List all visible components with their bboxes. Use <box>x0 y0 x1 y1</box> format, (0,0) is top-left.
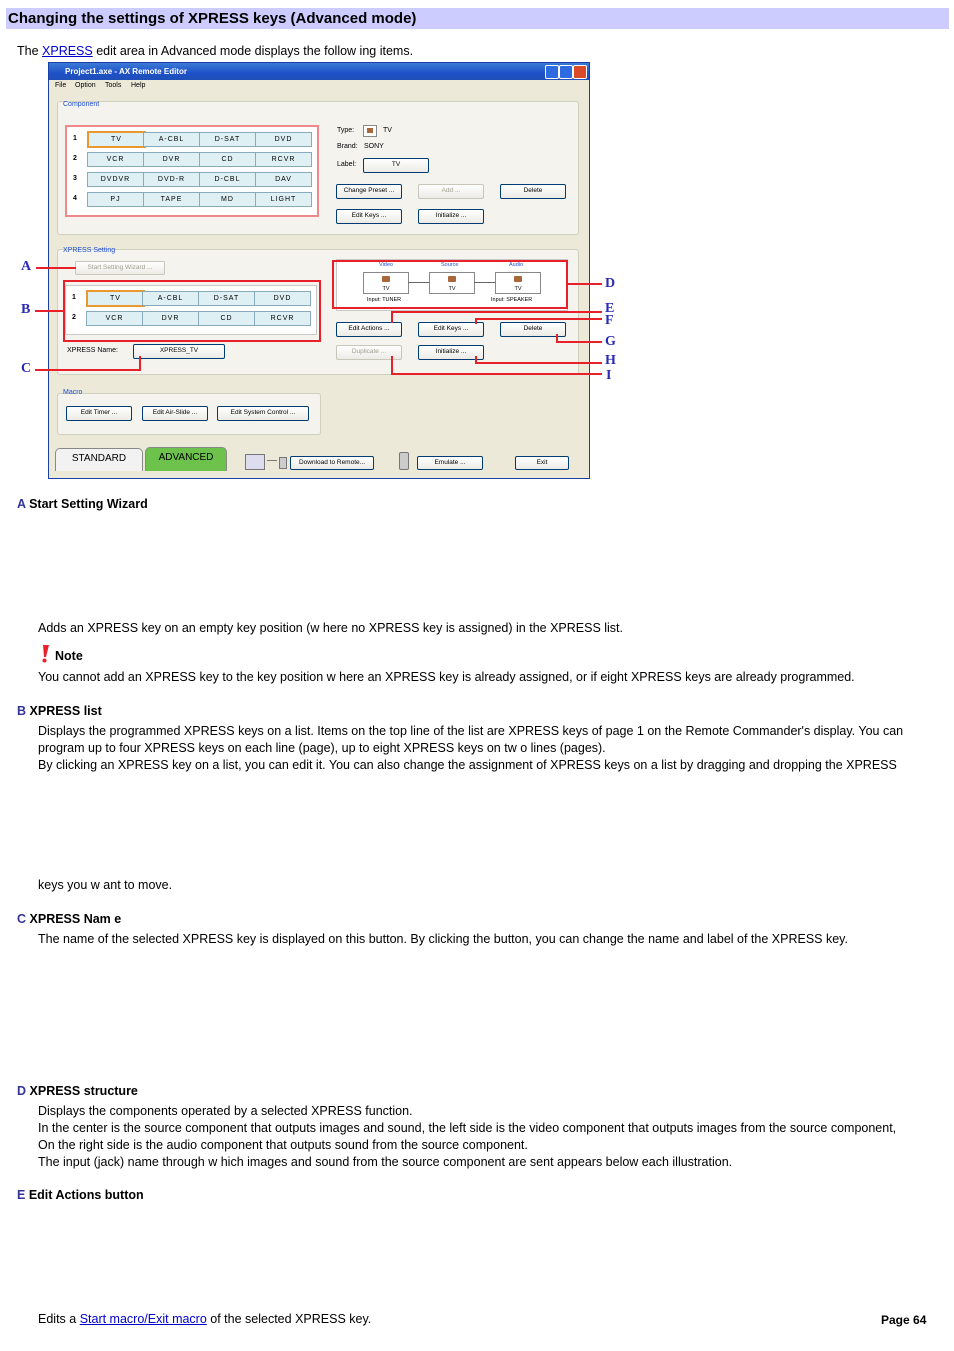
xpress-setting-label: XPRESS Setting <box>63 247 116 254</box>
bottom-bar <box>49 444 589 478</box>
edit-system-control-button[interactable]: Edit System Control ... <box>217 406 309 421</box>
page-title-band <box>6 8 949 29</box>
section-b-line: By clicking an XPRESS key on a list, you can edit it. You can also change the assignment of XPRESS keys on a list by dragging and dropping the XPRESS <box>38 758 897 772</box>
component-key[interactable]: TV <box>87 131 146 148</box>
section-c-body: The name of the selected XPRESS key is displayed on this button. By clicking the button, you can change the name and label of the XPRESS key. <box>38 932 848 946</box>
input-right-label: Input: SPEAKER <box>491 297 533 303</box>
component-key[interactable]: TAPE <box>143 192 200 207</box>
row-number: 2 <box>73 155 77 162</box>
section-a-body: Adds an XPRESS key on an empty key position (w here no XPRESS key is assigned) in the XPRESS list. <box>38 621 624 635</box>
window-title-bar <box>49 63 589 80</box>
component-key[interactable]: DVDVR <box>87 172 144 187</box>
xpress-key[interactable]: DVD <box>254 291 311 306</box>
warning-icon <box>39 645 51 668</box>
callout-letter-c: C <box>21 361 32 376</box>
callout-letter-g: G <box>605 334 616 349</box>
callout-line-g <box>556 341 602 343</box>
computer-icon <box>245 454 265 470</box>
remote-emulate-icon <box>399 452 409 470</box>
section-e-pre: Edits a <box>38 1312 80 1326</box>
component-key[interactable]: A-CBL <box>143 132 200 147</box>
edit-air-slide-button[interactable]: Edit Air-Slide ... <box>142 406 208 421</box>
intro-text <box>17 43 413 60</box>
callout-letter-b: B <box>21 302 31 317</box>
emulate-button[interactable]: Emulate ... <box>417 456 483 470</box>
xpress-key[interactable]: DVR <box>142 311 199 326</box>
callout-line-g-vert <box>556 334 558 343</box>
section-c-heading <box>17 912 121 926</box>
component-key[interactable]: DVR <box>143 152 200 167</box>
tv-icon <box>363 125 377 137</box>
note-label: Note <box>55 649 83 663</box>
callout-line-f-vert <box>475 318 477 324</box>
component-delete-button[interactable]: Delete <box>500 184 566 199</box>
section-d-line: Displays the components operated by a selected XPRESS function. <box>38 1104 413 1118</box>
component-key[interactable]: CD <box>199 152 256 167</box>
section-b-line: keys you w ant to move. <box>38 878 173 892</box>
section-e-heading <box>17 1188 144 1202</box>
section-letter: C <box>17 912 27 926</box>
intro-post: edit area in Advanced mode displays the follow ing items. <box>92 44 414 58</box>
row-number: 1 <box>73 135 77 142</box>
callout-line-c-vert <box>139 356 141 371</box>
component-row <box>71 191 311 206</box>
duplicate-button[interactable]: Duplicate ... <box>336 345 402 360</box>
start-setting-wizard-button[interactable]: Start Setting Wizard ... <box>75 261 165 275</box>
section-b-line: Displays the programmed XPRESS keys on a list. Items on the top line of the list are XPRESS keys of page 1 on the Remote Commander's display. You can <box>38 724 904 738</box>
callout-line-e-vert <box>391 311 393 323</box>
component-edit-keys-button[interactable]: Edit Keys ... <box>336 209 402 224</box>
xpress-link[interactable]: XPRESS <box>42 44 93 58</box>
row-number: 1 <box>72 294 76 301</box>
component-initialize-button[interactable]: Initialize ... <box>418 209 484 224</box>
callout-line-i-vert <box>391 356 393 375</box>
menu-tools[interactable]: Tools <box>105 82 122 89</box>
xpress-key[interactable]: RCVR <box>254 311 311 326</box>
callout-line-i <box>391 373 602 375</box>
start-exit-macro-link[interactable]: Start macro/Exit macro <box>79 1312 207 1326</box>
component-label: Component <box>63 101 100 108</box>
section-b-heading <box>17 704 102 718</box>
editor-screenshot <box>48 62 590 479</box>
row-number: 2 <box>72 314 76 321</box>
callout-box-d <box>332 260 568 309</box>
section-letter: D <box>17 1084 27 1098</box>
section-d-line: On the right side is the audio component that outputs sound from the source component. <box>38 1138 528 1152</box>
callout-letter-f: F <box>605 313 614 328</box>
download-to-remote-button[interactable]: Download to Remote... <box>290 456 374 470</box>
component-key[interactable]: RCVR <box>255 152 312 167</box>
change-preset-button[interactable]: Change Preset ... <box>336 184 402 199</box>
xpress-key[interactable]: A-CBL <box>142 291 199 306</box>
component-row <box>71 131 311 146</box>
section-title: XPRESS list <box>29 704 102 718</box>
callout-line-h <box>475 362 602 364</box>
brand-label: Brand: <box>337 143 358 150</box>
callout-line-h-vert <box>475 356 477 364</box>
xpress-edit-keys-button[interactable]: Edit Keys ... <box>418 322 484 337</box>
video-label: Video <box>379 262 393 268</box>
component-key[interactable]: LIGHT <box>255 192 312 207</box>
section-title: Start Setting Wizard <box>29 497 148 511</box>
page-number: Page 64 <box>881 1313 927 1327</box>
section-d-heading <box>17 1084 138 1098</box>
minimize-icon[interactable] <box>545 65 559 79</box>
section-letter: B <box>17 704 27 718</box>
source-component-label: TV <box>448 286 456 292</box>
close-icon[interactable] <box>573 65 587 79</box>
section-b-line: program up to four XPRESS keys on each line (page), up to eight XPRESS keys on tw o lines (pages). <box>38 741 606 755</box>
xpress-name-button[interactable]: XPRESS_TV <box>133 344 225 359</box>
callout-line-d <box>567 283 602 285</box>
xpress-key[interactable]: D-SAT <box>198 291 255 306</box>
callout-letter-i: I <box>606 368 612 383</box>
xpress-name-label: XPRESS Name: <box>67 347 118 354</box>
macro-label: Macro <box>63 389 83 396</box>
component-key[interactable]: D-SAT <box>199 132 256 147</box>
callout-line-a <box>36 267 76 269</box>
edit-actions-button[interactable]: Edit Actions ... <box>336 322 402 337</box>
section-d-line: The input (jack) name through w hich images and sound from the source component are sent appears below each illustration. <box>38 1155 733 1169</box>
section-title: XPRESS structure <box>29 1084 138 1098</box>
component-key[interactable]: D-CBL <box>199 172 256 187</box>
section-title: XPRESS Nam e <box>29 912 122 926</box>
component-key[interactable]: DVD-R <box>143 172 200 187</box>
xpress-delete-button[interactable]: Delete <box>500 322 566 337</box>
xpress-key[interactable]: TV <box>86 290 145 307</box>
type-value: TV <box>383 127 392 134</box>
brand-value: SONY <box>364 143 384 150</box>
source-label: Source <box>441 262 459 268</box>
section-e-post: of the selected XPRESS key. <box>206 1312 372 1326</box>
label-label: Label: <box>337 161 357 168</box>
label-value-button[interactable]: TV <box>363 158 429 173</box>
maximize-icon[interactable] <box>559 65 573 79</box>
component-row <box>71 151 311 166</box>
row-number: 4 <box>73 195 77 202</box>
component-key[interactable]: PJ <box>87 192 144 207</box>
xpress-initialize-button[interactable]: Initialize ... <box>418 345 484 360</box>
row-number: 3 <box>73 175 77 182</box>
edit-timer-button[interactable]: Edit Timer ... <box>66 406 132 421</box>
callout-line-e <box>391 311 602 313</box>
note-body: You cannot add an XPRESS key to the key position w here an XPRESS key is already assigned, or if eight XPRESS keys are already programmed. <box>38 670 855 684</box>
audio-component-label: TV <box>514 286 522 292</box>
callout-line-b <box>35 310 63 312</box>
callout-letter-d: D <box>605 276 616 291</box>
xpress-key[interactable]: VCR <box>86 311 143 326</box>
video-component-label: TV <box>382 286 390 292</box>
menu-bar <box>49 80 589 92</box>
intro-pre: The <box>17 44 43 58</box>
component-key[interactable]: VCR <box>87 152 144 167</box>
section-title: Edit Actions button <box>28 1188 144 1202</box>
type-label: Type: <box>337 127 355 134</box>
component-row <box>71 171 311 186</box>
component-list <box>65 125 319 217</box>
callout-letter-a: A <box>21 259 32 274</box>
component-key[interactable]: DVD <box>255 132 312 147</box>
section-a-heading <box>17 497 148 511</box>
menu-option[interactable]: Option <box>75 82 96 89</box>
page-title: Changing the settings of XPRESS keys (Advanced mode) <box>8 10 417 27</box>
callout-line-c <box>35 369 141 371</box>
xpress-key[interactable]: CD <box>198 311 255 326</box>
tab-standard[interactable]: STANDARD <box>55 448 143 471</box>
section-letter: E <box>17 1188 26 1202</box>
menu-help[interactable]: Help <box>131 82 146 89</box>
tab-advanced[interactable]: ADVANCED <box>145 447 227 471</box>
section-letter: A <box>17 497 26 511</box>
section-d-line: In the center is the source component that outputs images and sound, the left side is the video component that outputs images from the source component, <box>38 1121 897 1135</box>
callout-box-b <box>63 280 321 342</box>
callout-letter-e: E <box>605 301 615 316</box>
input-left-label: Input: TUNER <box>367 297 402 303</box>
component-key[interactable]: MD <box>199 192 256 207</box>
remote-icon <box>279 457 287 469</box>
component-key[interactable]: DAV <box>255 172 312 187</box>
component-add-button[interactable]: Add ... <box>418 184 484 199</box>
section-e-body <box>38 1311 371 1328</box>
exit-button[interactable]: Exit <box>515 456 569 470</box>
audio-label: Audio <box>509 262 524 268</box>
callout-line-f <box>475 318 602 320</box>
callout-letter-h: H <box>605 353 616 368</box>
cable-icon <box>267 460 277 461</box>
window-title: Project1.axe - AX Remote Editor <box>65 67 187 76</box>
editor-window <box>48 62 590 479</box>
menu-file[interactable]: File <box>55 82 67 89</box>
